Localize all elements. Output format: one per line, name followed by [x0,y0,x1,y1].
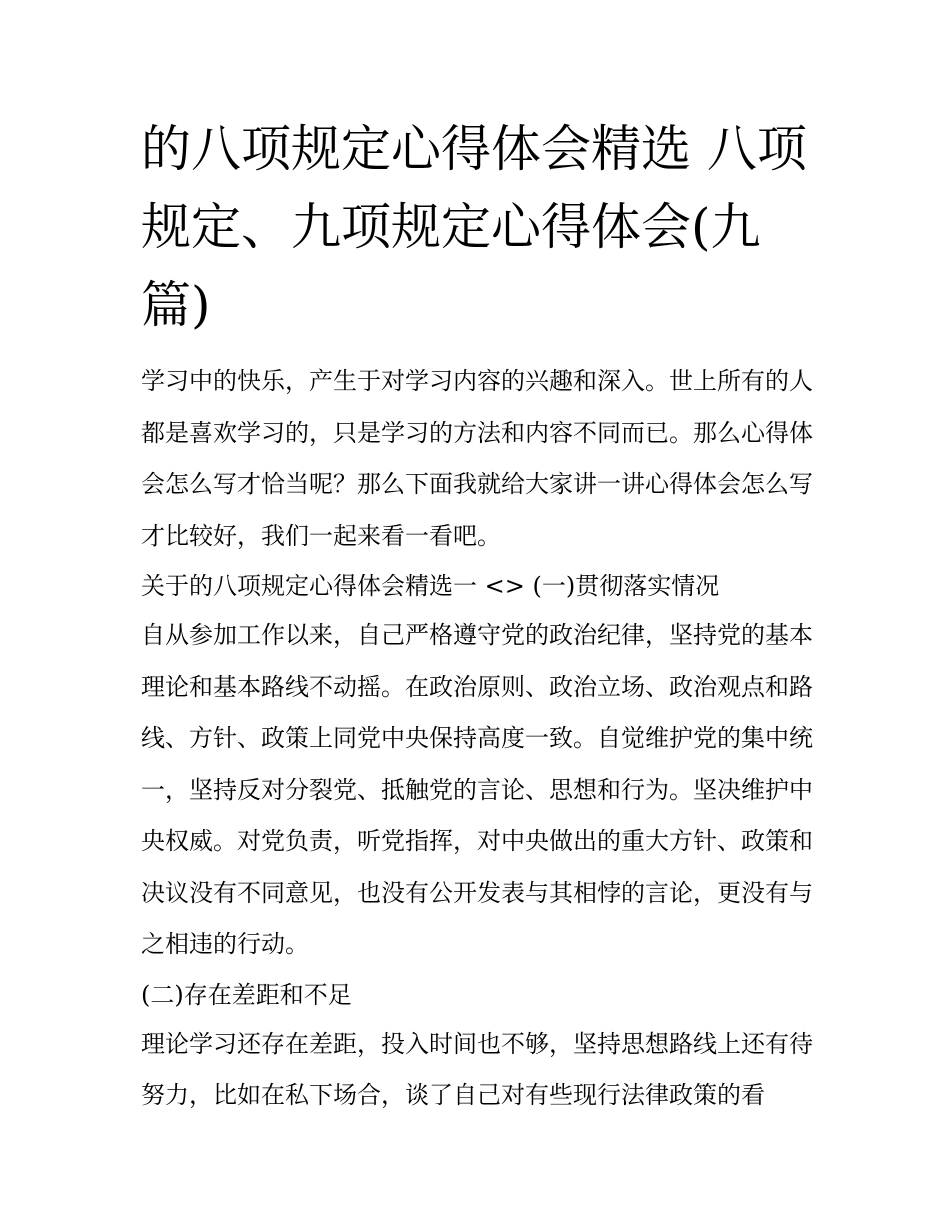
section-heading-2: (二)存在差距和不足 [141,980,352,1009]
body-paragraph-2: 理论学习还存在差距，投入时间也不够，坚持思想路线上还有待努力，比如在私下场合，谈了自己对有些现行法律政策的看 [141,1029,813,1109]
document-title: 的八项规定心得体会精选 八项规定、九项规定心得体会(九篇) [141,120,807,334]
section-heading-1: 关于的八项规定心得体会精选一 <> (一)贯彻落实情况 [141,572,720,600]
body-paragraph-1: 自从参加工作以来，自己严格遵守党的政治纪律，坚持党的基本理论和基本路线不动摇。在政治原则、政治立场、政治观点和路线、方针、政策上同党中央保持高度一致。自觉维护党的集中统一，坚持反对分裂党、抵触党的言论、思想和行为。坚决维护中央权威。对党负责，听党指挥，对中央做出的重大方针、政策和决议没有不同意见，也没有公开发表与其相悖的言论，更没有与之相违的行动。 [141,621,813,958]
intro-paragraph: 学习中的快乐，产生于对学习内容的兴趣和深入。世上所有的人都是喜欢学习的，只是学习的方法和内容不同而已。那么心得体会怎么写才恰当呢？那么下面我就给大家讲一讲心得体会怎么写才比较好，我们一起来看一看吧。 [141,367,813,550]
document-body [141,356,813,1122]
